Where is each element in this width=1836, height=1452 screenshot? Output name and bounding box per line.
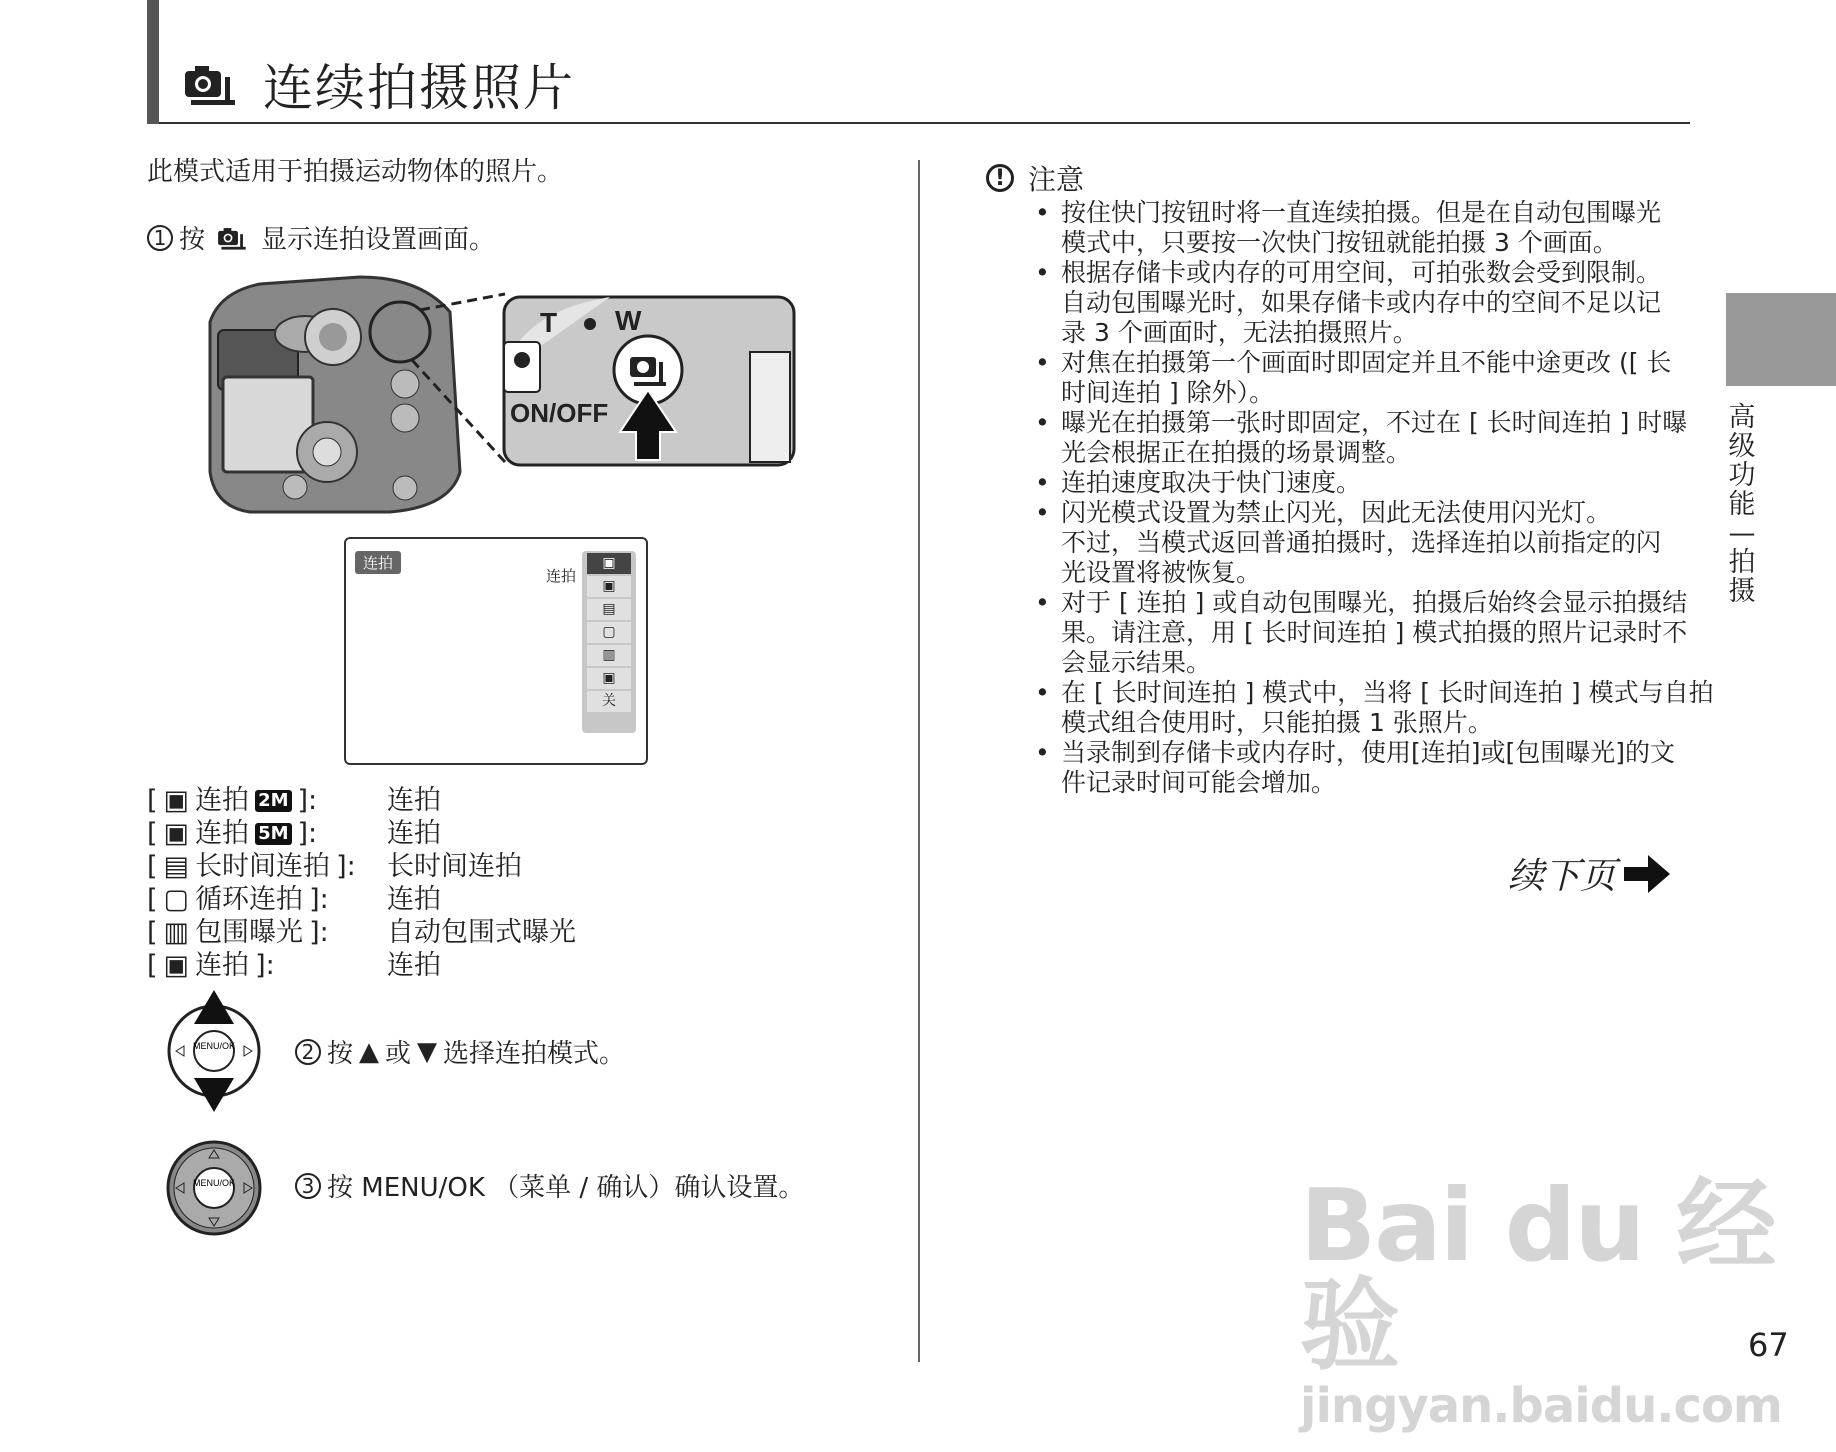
column-divider [918, 160, 920, 1362]
camera-illustration [190, 272, 810, 522]
note-line: 件记录时间可能会增加。 [1061, 768, 1337, 797]
step-number: 3 [295, 1173, 321, 1199]
caution-heading [986, 158, 1084, 198]
note-item [1035, 678, 1714, 738]
page-title-text: 连续拍摄照片 [263, 59, 575, 117]
page-title [183, 48, 575, 120]
note-line: • 对于 [ 连拍 ] 或自动包围曝光，拍摄后始终会显示拍摄结 [1061, 588, 1688, 617]
continuous-shooting-icon [217, 225, 249, 251]
step-text: 选择连拍模式。 [443, 1039, 626, 1069]
dpad-menu-label: MENU/OK [192, 1178, 236, 1188]
section-tab-text: 高级功能—拍摄 [1728, 402, 1756, 607]
burst-mid-icon: ▣ [163, 818, 190, 849]
section-tab [1726, 293, 1836, 386]
note-line: 果。请注意，用 [ 长时间连拍 ] 模式拍摄的照片记录时不 [1061, 618, 1688, 647]
continuous-shooting-icon: ▣ [163, 950, 190, 981]
down-arrow-icon: ▼ [417, 1036, 438, 1067]
mode-badge: 5M [255, 823, 291, 845]
continued-text: 续下页 [1508, 856, 1617, 897]
baidu-watermark [1300, 1167, 1836, 1434]
power-label: ON/OFF [510, 398, 609, 428]
zoom-t-label: T [540, 307, 558, 338]
step-text: 显示连拍设置画面。 [261, 225, 496, 255]
mode-value: 连拍 [387, 785, 441, 816]
mode-name: 连拍 [195, 785, 250, 816]
step-press: 按 [327, 1039, 354, 1069]
lcd-menu-item[interactable]: 关 [587, 691, 631, 712]
lcd-menu-item[interactable]: ▢ [587, 622, 631, 643]
step-or: 或 [385, 1039, 412, 1069]
mode-value: 连拍 [387, 884, 441, 915]
up-arrow-icon: ▲ [359, 1036, 380, 1067]
step-press: 按 [179, 225, 206, 255]
mode-row: [ ▣ 连拍 ]: 连拍 [147, 950, 441, 981]
mode-value: 长时间连拍 [387, 851, 522, 882]
loop-burst-icon: ▢ [163, 884, 190, 915]
note-line: • 在 [ 长时间连拍 ] 模式中，当将 [ 长时间连拍 ] 模式与自拍 [1061, 678, 1714, 707]
title-accent-bar [147, 0, 159, 124]
lcd-menu [582, 551, 636, 733]
mode-name: 循环连拍 [195, 884, 304, 915]
zoom-w-label: W [615, 305, 642, 336]
mode-name: 长时间连拍 [195, 851, 331, 882]
note-item [1035, 258, 1695, 348]
lcd-menu-item[interactable]: ▣ [587, 668, 631, 689]
mode-row: [ ▣ 连拍 2M ]: 连拍 [147, 785, 441, 816]
caution-icon: ! [986, 164, 1014, 192]
note-line: 时间连拍 ] 除外）。 [1061, 378, 1275, 407]
mode-suffix: ]: [297, 818, 318, 849]
step-number: 2 [295, 1039, 321, 1065]
note-item [1035, 408, 1695, 468]
mode-suffix: ]: [336, 851, 356, 882]
note-line: 录 3 个画面时，无法拍摄照片。 [1061, 318, 1418, 347]
note-item [1035, 468, 1695, 498]
note-line: 会显示结果。 [1061, 648, 1212, 677]
note-line: • 对焦在拍摄第一个画面时即固定并且不能中途更改 ([ 长 [1061, 348, 1672, 377]
mode-value: 连拍 [387, 818, 441, 849]
watermark-url: jingyan.baidu.com [1300, 1378, 1782, 1434]
step-2 [295, 1033, 625, 1070]
lcd-menu-item[interactable]: ▥ [587, 645, 631, 666]
title-rule [159, 122, 1690, 124]
page-number: 67 [1748, 1326, 1789, 1364]
lcd-menu-item[interactable]: ▣ [587, 576, 631, 597]
bracketing-icon: ▥ [163, 917, 190, 948]
mode-row: [ ▤ 长时间连拍 ]: 长时间连拍 [147, 851, 522, 882]
mode-name: 包围曝光 [195, 917, 304, 948]
mode-badge: 2M [255, 790, 291, 812]
mode-suffix: ]: [255, 950, 275, 981]
intro-text: 此模式适用于拍摄运动物体的照片。 [147, 157, 564, 187]
mode-row: [ ▣ 连拍 5M ]: 连拍 [147, 818, 441, 849]
note-item [1035, 588, 1695, 678]
mode-name: 连拍 [195, 950, 250, 981]
continued-next-page[interactable] [1508, 848, 1670, 899]
mode-suffix: ]: [309, 917, 329, 948]
mode-list [147, 784, 576, 982]
note-item [1035, 198, 1695, 258]
note-item [1035, 348, 1695, 408]
mode-value: 自动包围式曝光 [387, 917, 576, 948]
lcd-tab: 连拍 [355, 551, 401, 574]
lcd-menu-label: 连拍 [546, 567, 577, 585]
note-line: • 曝光在拍摄第一张时即固定，不过在 [ 长时间连拍 ] 时曝 [1061, 408, 1688, 437]
lcd-screen [344, 537, 648, 765]
caution-title: 注意 [1028, 163, 1085, 196]
note-line: 光设置将被恢复。 [1061, 558, 1262, 587]
mode-row: [ ▢ 循环连拍 ]: 连拍 [147, 884, 441, 915]
long-burst-icon: ▤ [163, 851, 190, 882]
burst-hi-icon: ▣ [163, 785, 190, 816]
note-line: 光会根据正在拍摄的场景调整。 [1061, 438, 1412, 467]
note-line: 模式中，只要按一次快门按钮就能拍摄 3 个画面。 [1061, 228, 1618, 257]
caution-notes [1035, 198, 1714, 798]
mode-row: [ ▥ 包围曝光 ]: 自动包围式曝光 [147, 917, 576, 948]
dpad-menu-ok [166, 1138, 266, 1238]
note-item [1035, 738, 1695, 798]
mode-value: 连拍 [387, 950, 441, 981]
lcd-menu-item[interactable]: ▤ [587, 599, 631, 620]
note-line: 自动包围曝光时，如果存储卡或内存中的空间不足以记 [1061, 288, 1662, 317]
step-1 [147, 219, 495, 256]
lcd-menu-item[interactable]: ▣ [587, 553, 631, 574]
mode-suffix: ]: [297, 785, 318, 816]
note-line: • 连拍速度取决于快门速度。 [1061, 468, 1362, 497]
note-line: • 按住快门按钮时将一直连续拍摄。但是在自动包围曝光 [1061, 198, 1662, 227]
watermark-logo-text: Bai du 经验 [1300, 1167, 1775, 1384]
note-line: • 闪光模式设置为禁止闪光，因此无法使用闪光灯。 [1061, 498, 1612, 527]
dpad-menu-label: MENU/OK [192, 1041, 236, 1051]
dpad-up-down [166, 990, 266, 1112]
note-item [1035, 498, 1695, 588]
note-line: • 当录制到存储卡或内存时，使用[连拍]或[包围曝光]的文 [1061, 738, 1676, 767]
note-line: 不过，当模式返回普通拍摄时，选择连拍以前指定的闪 [1061, 528, 1662, 557]
continuous-shooting-icon [183, 61, 241, 107]
step-text: 按 MENU/OK （菜单 / 确认）确认设置。 [327, 1173, 805, 1203]
note-line: 模式组合使用时，只能拍摄 1 张照片。 [1061, 708, 1493, 737]
right-arrow-icon [1624, 855, 1670, 893]
mode-name: 连拍 [195, 818, 250, 849]
step-number: 1 [147, 225, 173, 251]
note-line: • 根据存储卡或内存的可用空间，可拍张数会受到限制。 [1061, 258, 1662, 287]
mode-suffix: ]: [309, 884, 329, 915]
step-3 [295, 1167, 804, 1204]
